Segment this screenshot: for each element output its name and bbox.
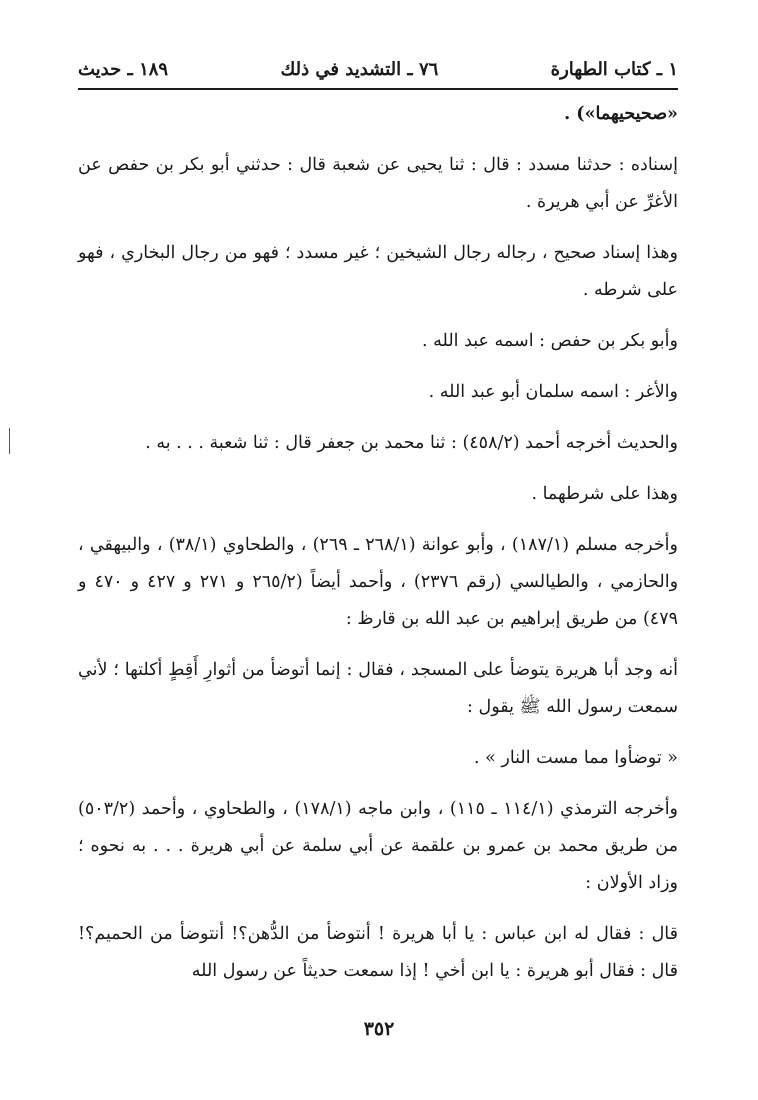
paragraph-5: والأغر : اسمه سلمان أبو عبد الله . <box>428 382 678 402</box>
margin-mark <box>9 428 10 454</box>
paragraph-8: وأخرجه مسلم (١٨٧/١) ، وأبو عوانة (٢٦٨/١ ـ ٢٦٩) ، والطحاوي (٣٨/١) ، والبيهقي ، والحازمي ، والطيالسي (رقم ٢٣٧٦) ، وأحمد أيضاً (٢٦٥/٢ و ٢٧١ و ٤٢٧ و ٤٧٠ و ٤٧٩) من طريق إبراهيم بن عبد الله بن قارظ : <box>78 535 679 629</box>
paragraph-1: «صحيحيهما») . <box>564 104 678 124</box>
paragraph-isnad: إسناده : حدثنا مسدد : قال : ثنا يحيى عن شعبة قال : حدثني أبو بكر بن حفص عن الأغرِّ عن أبي هريرة . <box>78 155 678 212</box>
paragraph-11: وأخرجه الترمذي (١١٤/١ ـ ١١٥) ، وابن ماجه (١٧٨/١) ، والطحاوي ، وأحمد (٥٠٣/٢) من طريق محمد بن عمرو بن علقمة عن أبي سلمة عن أبي هريرة . . . به نحوه ؛ وزاد الأولان : <box>78 799 679 893</box>
header-book-title: ١ ـ كتاب الطهارة <box>550 58 678 80</box>
paragraph-7: وهذا على شرطهما . <box>531 484 678 504</box>
paragraph-4: وأبو بكر بن حفص : اسمه عبد الله . <box>422 331 678 351</box>
paragraph-3: وهذا إسناد صحيح ، رجاله رجال الشيخين ؛ غير مسدد ؛ فهو من رجال البخاري ، فهو على شرطه . <box>78 243 678 300</box>
running-header <box>78 52 678 86</box>
paragraph-6: والحديث أخرجه أحمد (٤٥٨/٢) : ثنا محمد بن جعفر قال : ثنا شعبة . . . به . <box>145 433 678 453</box>
header-rule <box>78 88 678 90</box>
page-number: ٣٥٢ <box>363 1018 395 1040</box>
paragraph-9: أنه وجد أبا هريرة يتوضأ على المسجد ، فقال : إنما أتوضأ من أثوارِ أَقِطٍ أكلتها ؛ لأني سمعت رسول الله ﷺ يقول : <box>78 660 678 717</box>
page-body <box>78 96 678 990</box>
header-chapter-title: ٧٦ ـ التشديد في ذلك <box>280 58 439 80</box>
paragraph-12: قال : فقال له ابن عباس : يا أبا هريرة ! أنتوضأ من الدُّهن؟! أنتوضأ من الحميم؟! قال : فقال أبو هريرة : يا ابن أخي ! إذا سمعت حديثاً عن رسول الله <box>78 924 678 981</box>
header-hadith-number: ١٨٩ ـ حديث <box>78 58 169 80</box>
paragraph-10: « توضأوا مما مست النار » . <box>473 748 678 768</box>
